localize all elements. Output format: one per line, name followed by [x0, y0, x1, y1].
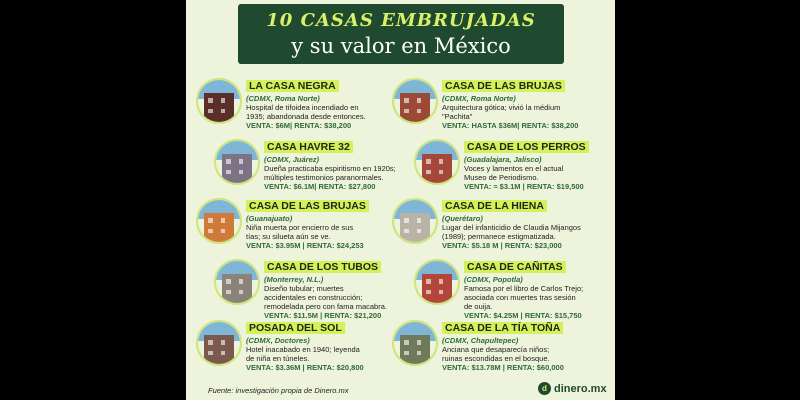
house-description: Arquitectura gótica; vivió la médium — [442, 103, 561, 112]
house-photo-icon — [214, 139, 260, 185]
house-name: LA CASA NEGRA — [246, 80, 339, 92]
house-name: CASA DE LOS PERROS — [464, 141, 589, 153]
house-name: POSADA DEL SOL — [246, 322, 345, 334]
source-note: Fuente: investigación propia de Dinero.mx — [208, 386, 349, 395]
house-name: CASA DE LA HIENA — [442, 200, 547, 212]
house-name: CASA DE LAS BRUJAS — [442, 80, 565, 92]
house-description: de ouija. — [464, 302, 493, 311]
house-location: (Querétaro) — [442, 214, 483, 223]
house-location: (CDMX, Roma Norte) — [246, 94, 320, 103]
house-description: Anciana que desaparecía niños; — [442, 345, 550, 354]
house-item — [214, 137, 426, 197]
house-description: tías; su silueta aún se ve. — [246, 232, 331, 241]
header-banner — [238, 4, 564, 64]
house-description: 1935; abandonada desde entonces. — [246, 112, 366, 121]
house-description: de niña en túneles. — [246, 354, 310, 363]
house-item — [196, 318, 408, 378]
house-photo-icon — [196, 78, 242, 124]
house-photo-icon — [392, 198, 438, 244]
house-name: CASA DE LAS BRUJAS — [246, 200, 369, 212]
house-description: Niña muerta por encierro de sus — [246, 223, 354, 232]
infographic-poster — [186, 0, 615, 400]
house-price: VENTA: $3.36M | RENTA: $20,800 — [246, 363, 364, 372]
house-description: Lugar del infanticidio de Claudia Mijangos — [442, 223, 581, 232]
house-location: (CDMX, Chapultepec) — [442, 336, 519, 345]
house-price: VENTA: $6.1M| RENTA: $27,800 — [264, 182, 376, 191]
house-price: VENTA: $4.25M | RENTA: $15,750 — [464, 311, 582, 320]
house-description: Hotel inacabado en 1940; leyenda — [246, 345, 360, 354]
house-photo-icon — [196, 320, 242, 366]
house-item — [414, 137, 615, 197]
house-price: VENTA: $5.18 M | RENTA: $23,000 — [442, 241, 562, 250]
house-photo-icon — [392, 320, 438, 366]
house-photo-icon — [392, 78, 438, 124]
house-photo-icon — [196, 198, 242, 244]
house-photo-icon — [414, 139, 460, 185]
house-description: Famosa por el libro de Carlos Trejo; — [464, 284, 584, 293]
house-price: VENTA: HASTA $36M| RENTA: $38,200 — [442, 121, 579, 130]
house-location: (Monterrey, N.L.) — [264, 275, 324, 284]
house-item — [214, 257, 426, 320]
house-description: remodelada pero con fama macabra. — [264, 302, 387, 311]
title-line-2: y su valor en México — [291, 34, 511, 58]
title-line-1: 10 CASAS EMBRUJADAS — [266, 10, 536, 31]
house-item — [392, 76, 604, 136]
house-price: VENTA: ≈ $3.1M | RENTA: $19,500 — [464, 182, 584, 191]
house-item — [196, 196, 408, 256]
house-description: ruinas escondidas en el bosque. — [442, 354, 550, 363]
house-location: (Guadalajara, Jalisco) — [464, 155, 542, 164]
house-description: Diseño tubular; muertes — [264, 284, 344, 293]
house-description: accidentales en construcción; — [264, 293, 363, 302]
house-name: CASA DE CAÑITAS — [464, 261, 566, 273]
house-description: Voces y lamentos en el actual — [464, 164, 564, 173]
house-description: asociada con muertes tras sesión — [464, 293, 576, 302]
house-photo-icon — [414, 259, 460, 305]
house-description: Hospital de tifoidea incendiado en — [246, 103, 359, 112]
house-price: VENTA: $11.5M | RENTA: $21,200 — [264, 311, 382, 320]
logo-text: dinero.mx — [554, 382, 607, 395]
house-item — [196, 76, 408, 136]
brand-logo — [538, 382, 607, 395]
logo-mark-icon: d — [538, 382, 551, 395]
house-description: (1989); permanece estigmatizada. — [442, 232, 556, 241]
house-item — [392, 318, 604, 378]
house-description: múltiples testimonios paranormales. — [264, 173, 384, 182]
house-location: (CDMX, Doctores) — [246, 336, 310, 345]
house-description: Museo de Periodismo. — [464, 173, 539, 182]
house-location: (Guanajuato) — [246, 214, 293, 223]
house-name: CASA DE LA TÍA TOÑA — [442, 322, 563, 334]
house-photo-icon — [214, 259, 260, 305]
house-description: Dueña practicaba espiritismo en 1920s; — [264, 164, 396, 173]
house-price: VENTA: $13.78M | RENTA: $60,000 — [442, 363, 564, 372]
house-item — [414, 257, 615, 320]
house-item — [392, 196, 604, 256]
house-name: CASA HAVRE 32 — [264, 141, 353, 153]
house-price: VENTA: $6M| RENTA: $38,200 — [246, 121, 352, 130]
house-price: VENTA: $3.95M | RENTA: $24,253 — [246, 241, 364, 250]
house-name: CASA DE LOS TUBOS — [264, 261, 381, 273]
house-location: (CDMX, Juárez) — [264, 155, 320, 164]
house-description: "Pachita" — [442, 112, 473, 121]
house-location: (CDMX, Popotla) — [464, 275, 523, 284]
house-location: (CDMX, Roma Norte) — [442, 94, 516, 103]
